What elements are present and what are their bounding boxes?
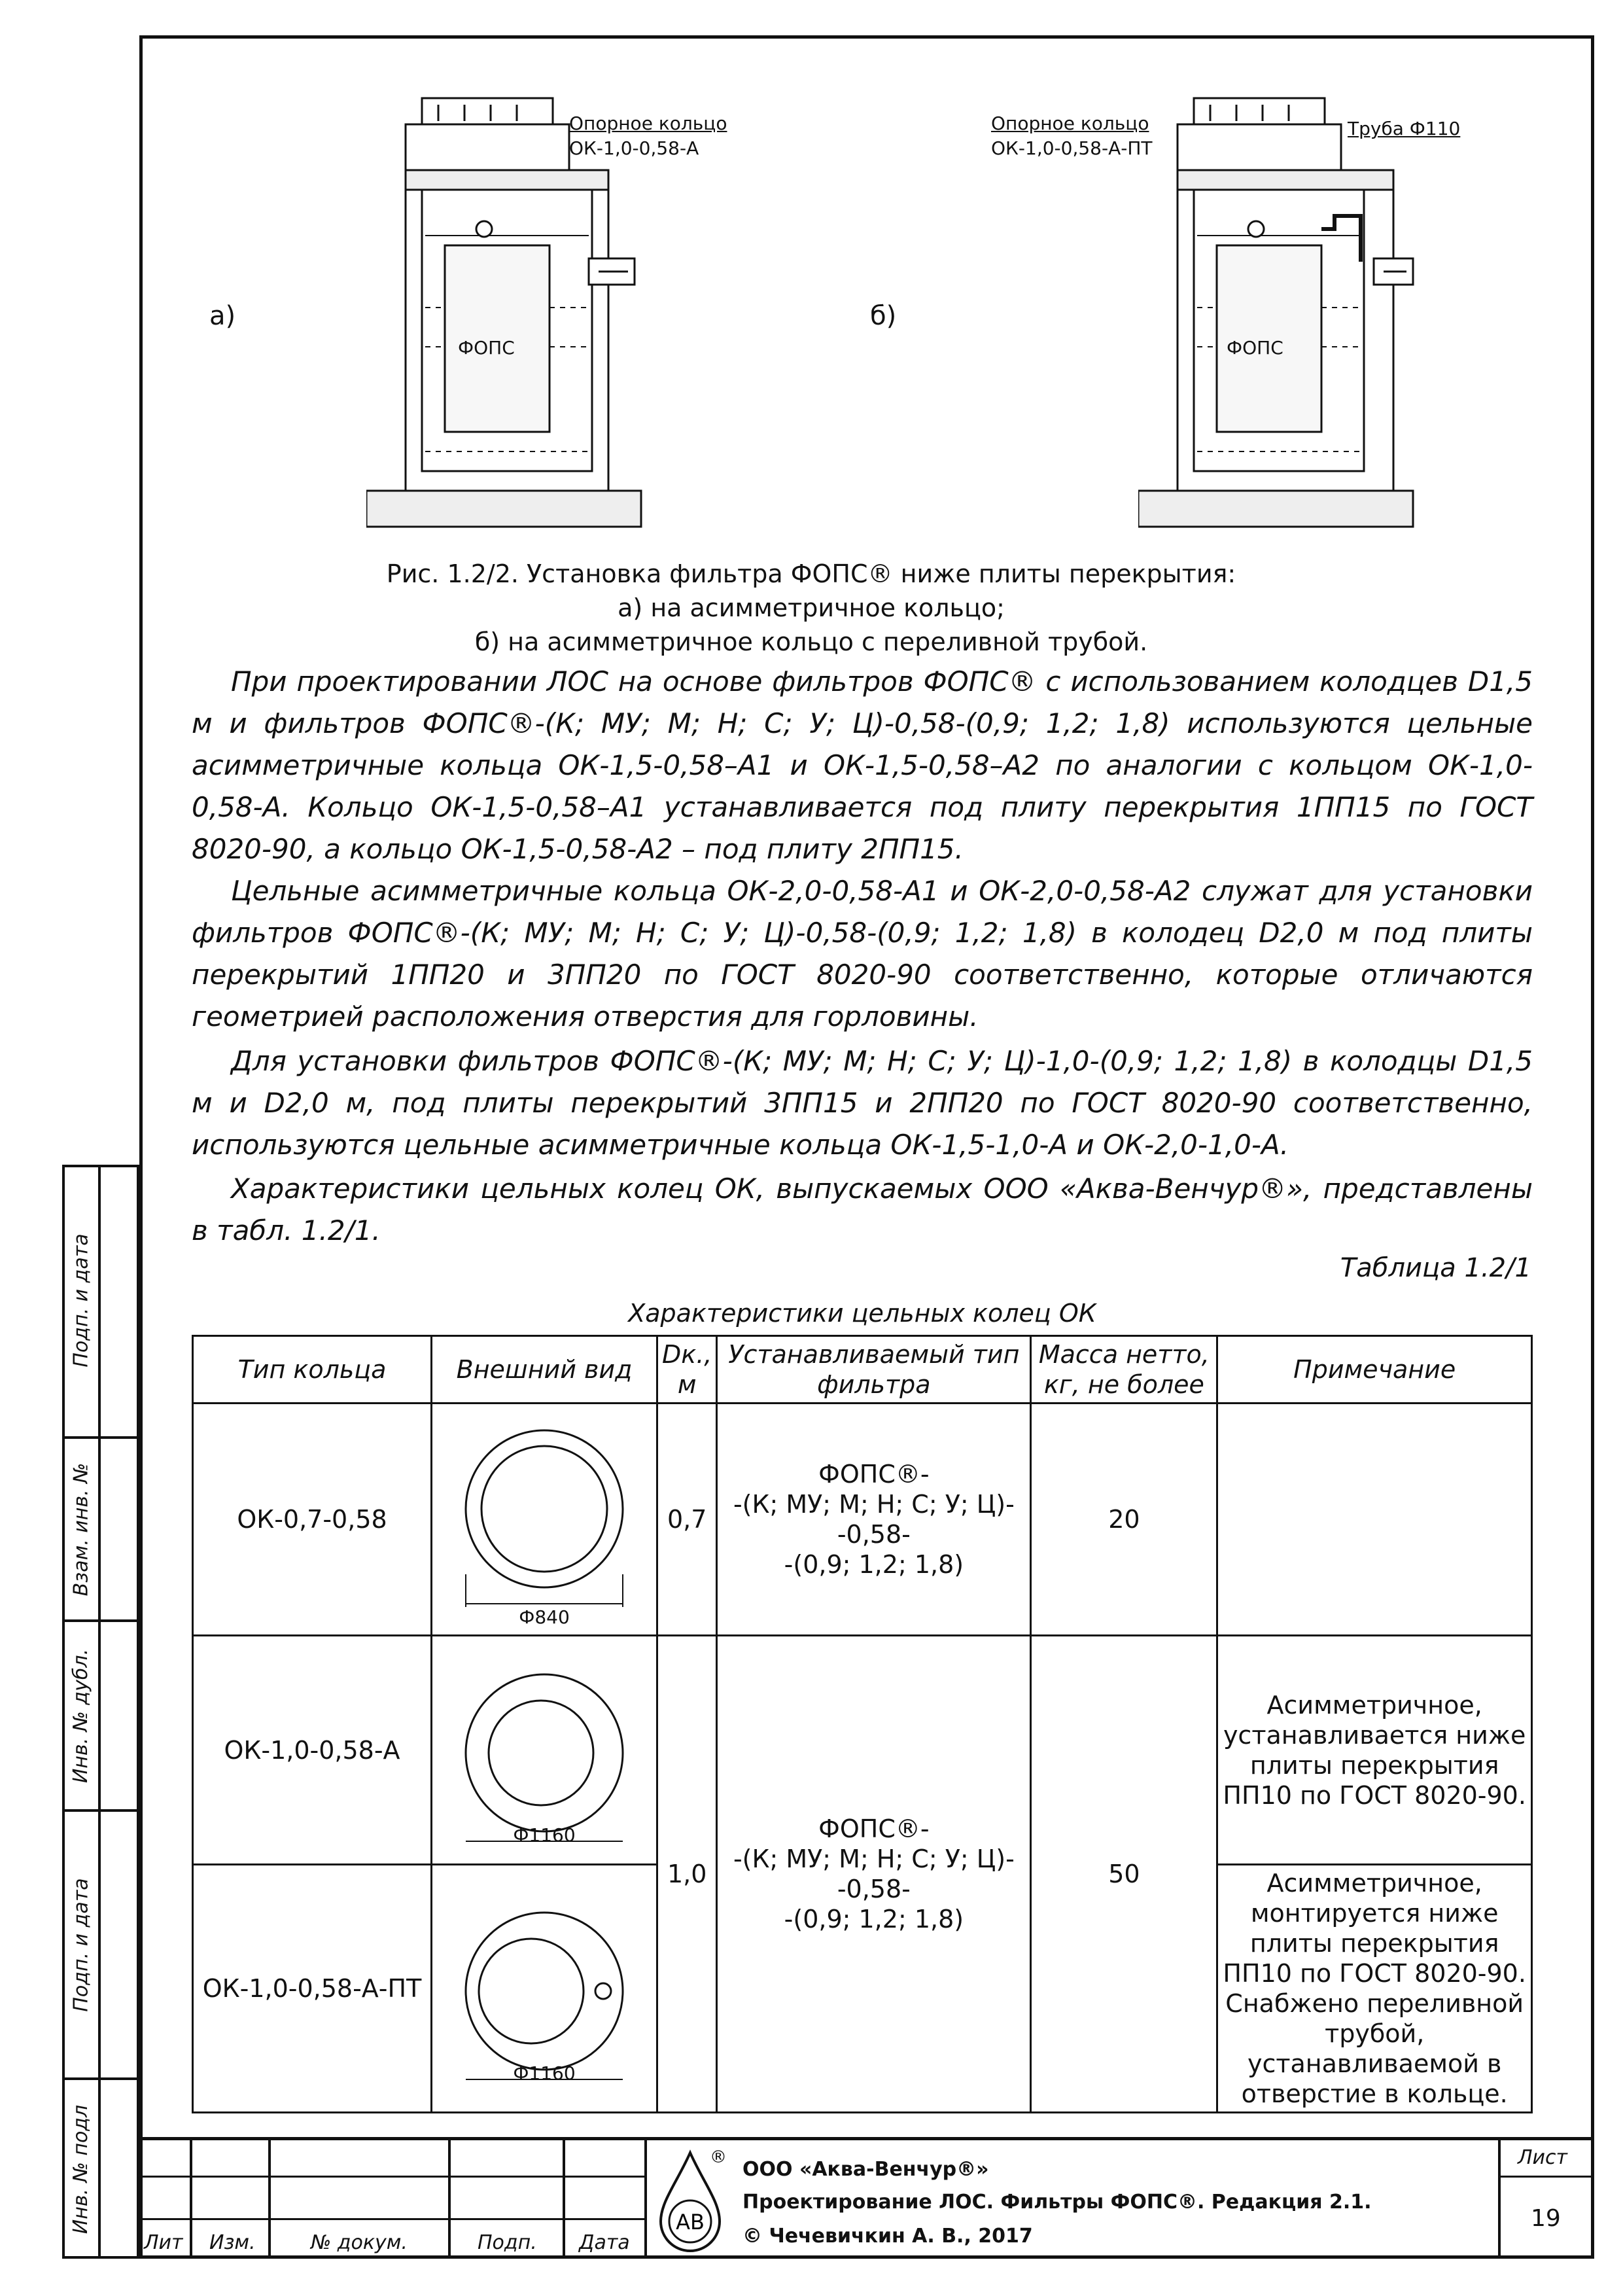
title-block-col: [268, 2137, 271, 2259]
stamp-list-label: Лист: [1518, 2146, 1568, 2169]
figure-b-diagram: [1138, 85, 1433, 543]
ring-ok-1-0-a-dim: Ф1160: [513, 1824, 576, 1846]
title-block-row: [139, 2176, 646, 2178]
company-logo-text: АВ: [676, 2210, 705, 2234]
title-block-col: [644, 2137, 647, 2259]
ring-ok-0-7-dim: Ф840: [519, 1606, 570, 1628]
title-block-row: [139, 2218, 646, 2220]
cell-filter: ФОПС®- -(К; МУ; М; Н; С; У; Ц)- -0,58- -(0,9; 1,2; 1,8): [717, 1404, 1031, 1636]
figure-a-ring-label-2: ОК-1,0-0,58-А: [569, 137, 699, 159]
stamp-doc: № докум.: [311, 2231, 408, 2254]
figure-b-fops-label: ФОПС: [1227, 337, 1283, 359]
cell-appearance: [432, 1865, 657, 2113]
table-number: Таблица 1.2/1: [1340, 1253, 1531, 1283]
figure-b-ring-label-1: Опорное кольцо: [991, 113, 1149, 134]
figure-a-ring-label-1: Опорное кольцо: [569, 113, 727, 134]
figure-a-fops-label: ФОПС: [458, 337, 515, 359]
stamp-organization: ООО «Аква-Венчур®»: [742, 2158, 989, 2181]
cell-dk: 1,0: [657, 1636, 717, 2113]
header-mass: Масса нетто, кг, не более: [1031, 1336, 1217, 1404]
figure-b-pipe-label: Труба Ф110: [1348, 118, 1461, 139]
cell-note: Асимметричное, монтируется ниже плиты перекрытия ПП10 по ГОСТ 8020-90. Снабжено переливной трубой, устанавливаемой в отверстие в кольце.: [1217, 1865, 1532, 2113]
figure-b-letter: б): [870, 301, 897, 331]
body-paragraph-1: При проектировании ЛОС на основе фильтров ФОПС® с использованием колодцев D1,5 м и фильтров ФОПС®-(К; МУ; М; Н; С; У; Ц)-0,58-(0,9; 1,2; 1,8) используются цельные асимметричные кольца ОК-1,5-0,58–А1 и ОК-1,5-0,58–А2 по аналогии с кольцом ОК-1,0-0,58-А. Кольцо ОК-1,5-0,58–А1 устанавливается под плиту перекрытия 1ПП15 по ГОСТ 8020-90, а кольцо ОК-1,5-0,58-А2 – под плиту 2ПП15.: [192, 665, 1533, 865]
body-paragraph-4: Характеристики цельных колец ОК, выпускаемых ООО «Аква-Венчур®», представлены в табл. 1.2/1.: [192, 1173, 1533, 1246]
side-label-vzam-inv: Взам. инв. №: [69, 1462, 93, 1596]
stamp-lit: Лит: [144, 2231, 183, 2254]
header-dk: Dк., м: [657, 1336, 717, 1404]
cell-dk: 0,7: [657, 1404, 717, 1636]
cell-appearance: [432, 1404, 657, 1636]
figure-a-letter: а): [209, 301, 236, 331]
cell-type: ОК-1,0-0,58-А-ПТ: [193, 1865, 432, 2113]
body-paragraph-2: Цельные асимметричные кольца ОК-2,0-0,58-А1 и ОК-2,0-0,58-А2 служат для установки фильтров ФОПС®-(К; МУ; М; Н; С; У; Ц)-0,58-(0,9; 1,2; 1,8) в колодец D2,0 м под плиты перекрытий 1ПП20 и 3ПП20 по ГОСТ 8020-90 соответственно, которые отличаются геометрией расположения отверстия для горловины.: [192, 875, 1533, 1033]
stamp-list-number: 19: [1531, 2205, 1561, 2232]
figure-caption-line-2: а) на асимметричное кольцо;: [618, 593, 1005, 622]
stamp-project: Проектирование ЛОС. Фильтры ФОПС®. Редакция 2.1.: [742, 2191, 1372, 2214]
table-row: [193, 1404, 1532, 1636]
header-appearance: Внешний вид: [432, 1336, 657, 1404]
header-filter: Устанавливаемый тип фильтра: [717, 1336, 1031, 1404]
side-divider: [98, 1165, 101, 2259]
cell-appearance: [432, 1636, 657, 1865]
cell-type: ОК-0,7-0,58: [193, 1404, 432, 1636]
table-row: [193, 1636, 1532, 1865]
stamp-data: Дата: [579, 2231, 630, 2254]
title-block-row: [1498, 2176, 1594, 2178]
table-title: Характеристики цельных колец ОК: [628, 1299, 1096, 1328]
body-paragraph-3: Для установки фильтров ФОПС®-(К; МУ; М; Н; С; У; Ц)-1,0-(0,9; 1,2; 1,8) в колодцы D1,5 м и D2,0 м, под плиты перекрытий 3ПП15 и 2ПП20 по ГОСТ 8020-90 соответственно, используются цельные асимметричные кольца ОК-1,5-1,0-А и ОК-2,0-1,0-А.: [192, 1045, 1533, 1161]
table-header-row: [193, 1336, 1532, 1404]
title-block-col: [190, 2137, 192, 2259]
cell-note: [1217, 1404, 1532, 1636]
title-block-col: [1498, 2137, 1501, 2259]
registered-mark: ®: [710, 2147, 727, 2167]
stamp-copyright: © Чечевичкин А. В., 2017: [742, 2225, 1033, 2248]
cell-type: ОК-1,0-0,58-А: [193, 1636, 432, 1865]
cell-mass: 50: [1031, 1636, 1217, 2113]
figure-caption-line-1: Рис. 1.2/2. Установка фильтра ФОПС® ниже плиты перекрытия:: [386, 559, 1236, 588]
header-note: Примечание: [1217, 1336, 1532, 1404]
rings-spec-table: [192, 1335, 1533, 2113]
figure-b-ring-label-2: ОК-1,0-0,58-А-ПТ: [991, 137, 1153, 159]
stamp-podp: Подп.: [478, 2231, 537, 2254]
title-block-col: [448, 2137, 451, 2259]
side-label-podp-data-2: Подп. и дата: [69, 1877, 93, 2012]
ring-ok-1-0-a-pt-dim: Ф1160: [513, 2062, 576, 2084]
figure-caption-line-3: б) на асимметричное кольцо с переливной трубой.: [474, 627, 1148, 656]
side-label-podp-data: Подп. и дата: [69, 1233, 93, 1368]
stamp-izm: Изм.: [209, 2231, 256, 2254]
cell-note: Асимметричное, устанавливается ниже плиты перекрытия ПП10 по ГОСТ 8020-90.: [1217, 1636, 1532, 1865]
side-label-inv-podl: Инв. № подл: [69, 2104, 93, 2234]
cell-filter: ФОПС®- -(К; МУ; М; Н; С; У; Ц)- -0,58- -(0,9; 1,2; 1,8): [717, 1636, 1031, 2113]
ring-ok-0-7-drawing: [446, 1411, 642, 1633]
header-type: Тип кольца: [193, 1336, 432, 1404]
title-block-col: [563, 2137, 565, 2259]
side-label-inv-dubl: Инв. № дубл.: [69, 1648, 93, 1783]
cell-mass: 20: [1031, 1404, 1217, 1636]
